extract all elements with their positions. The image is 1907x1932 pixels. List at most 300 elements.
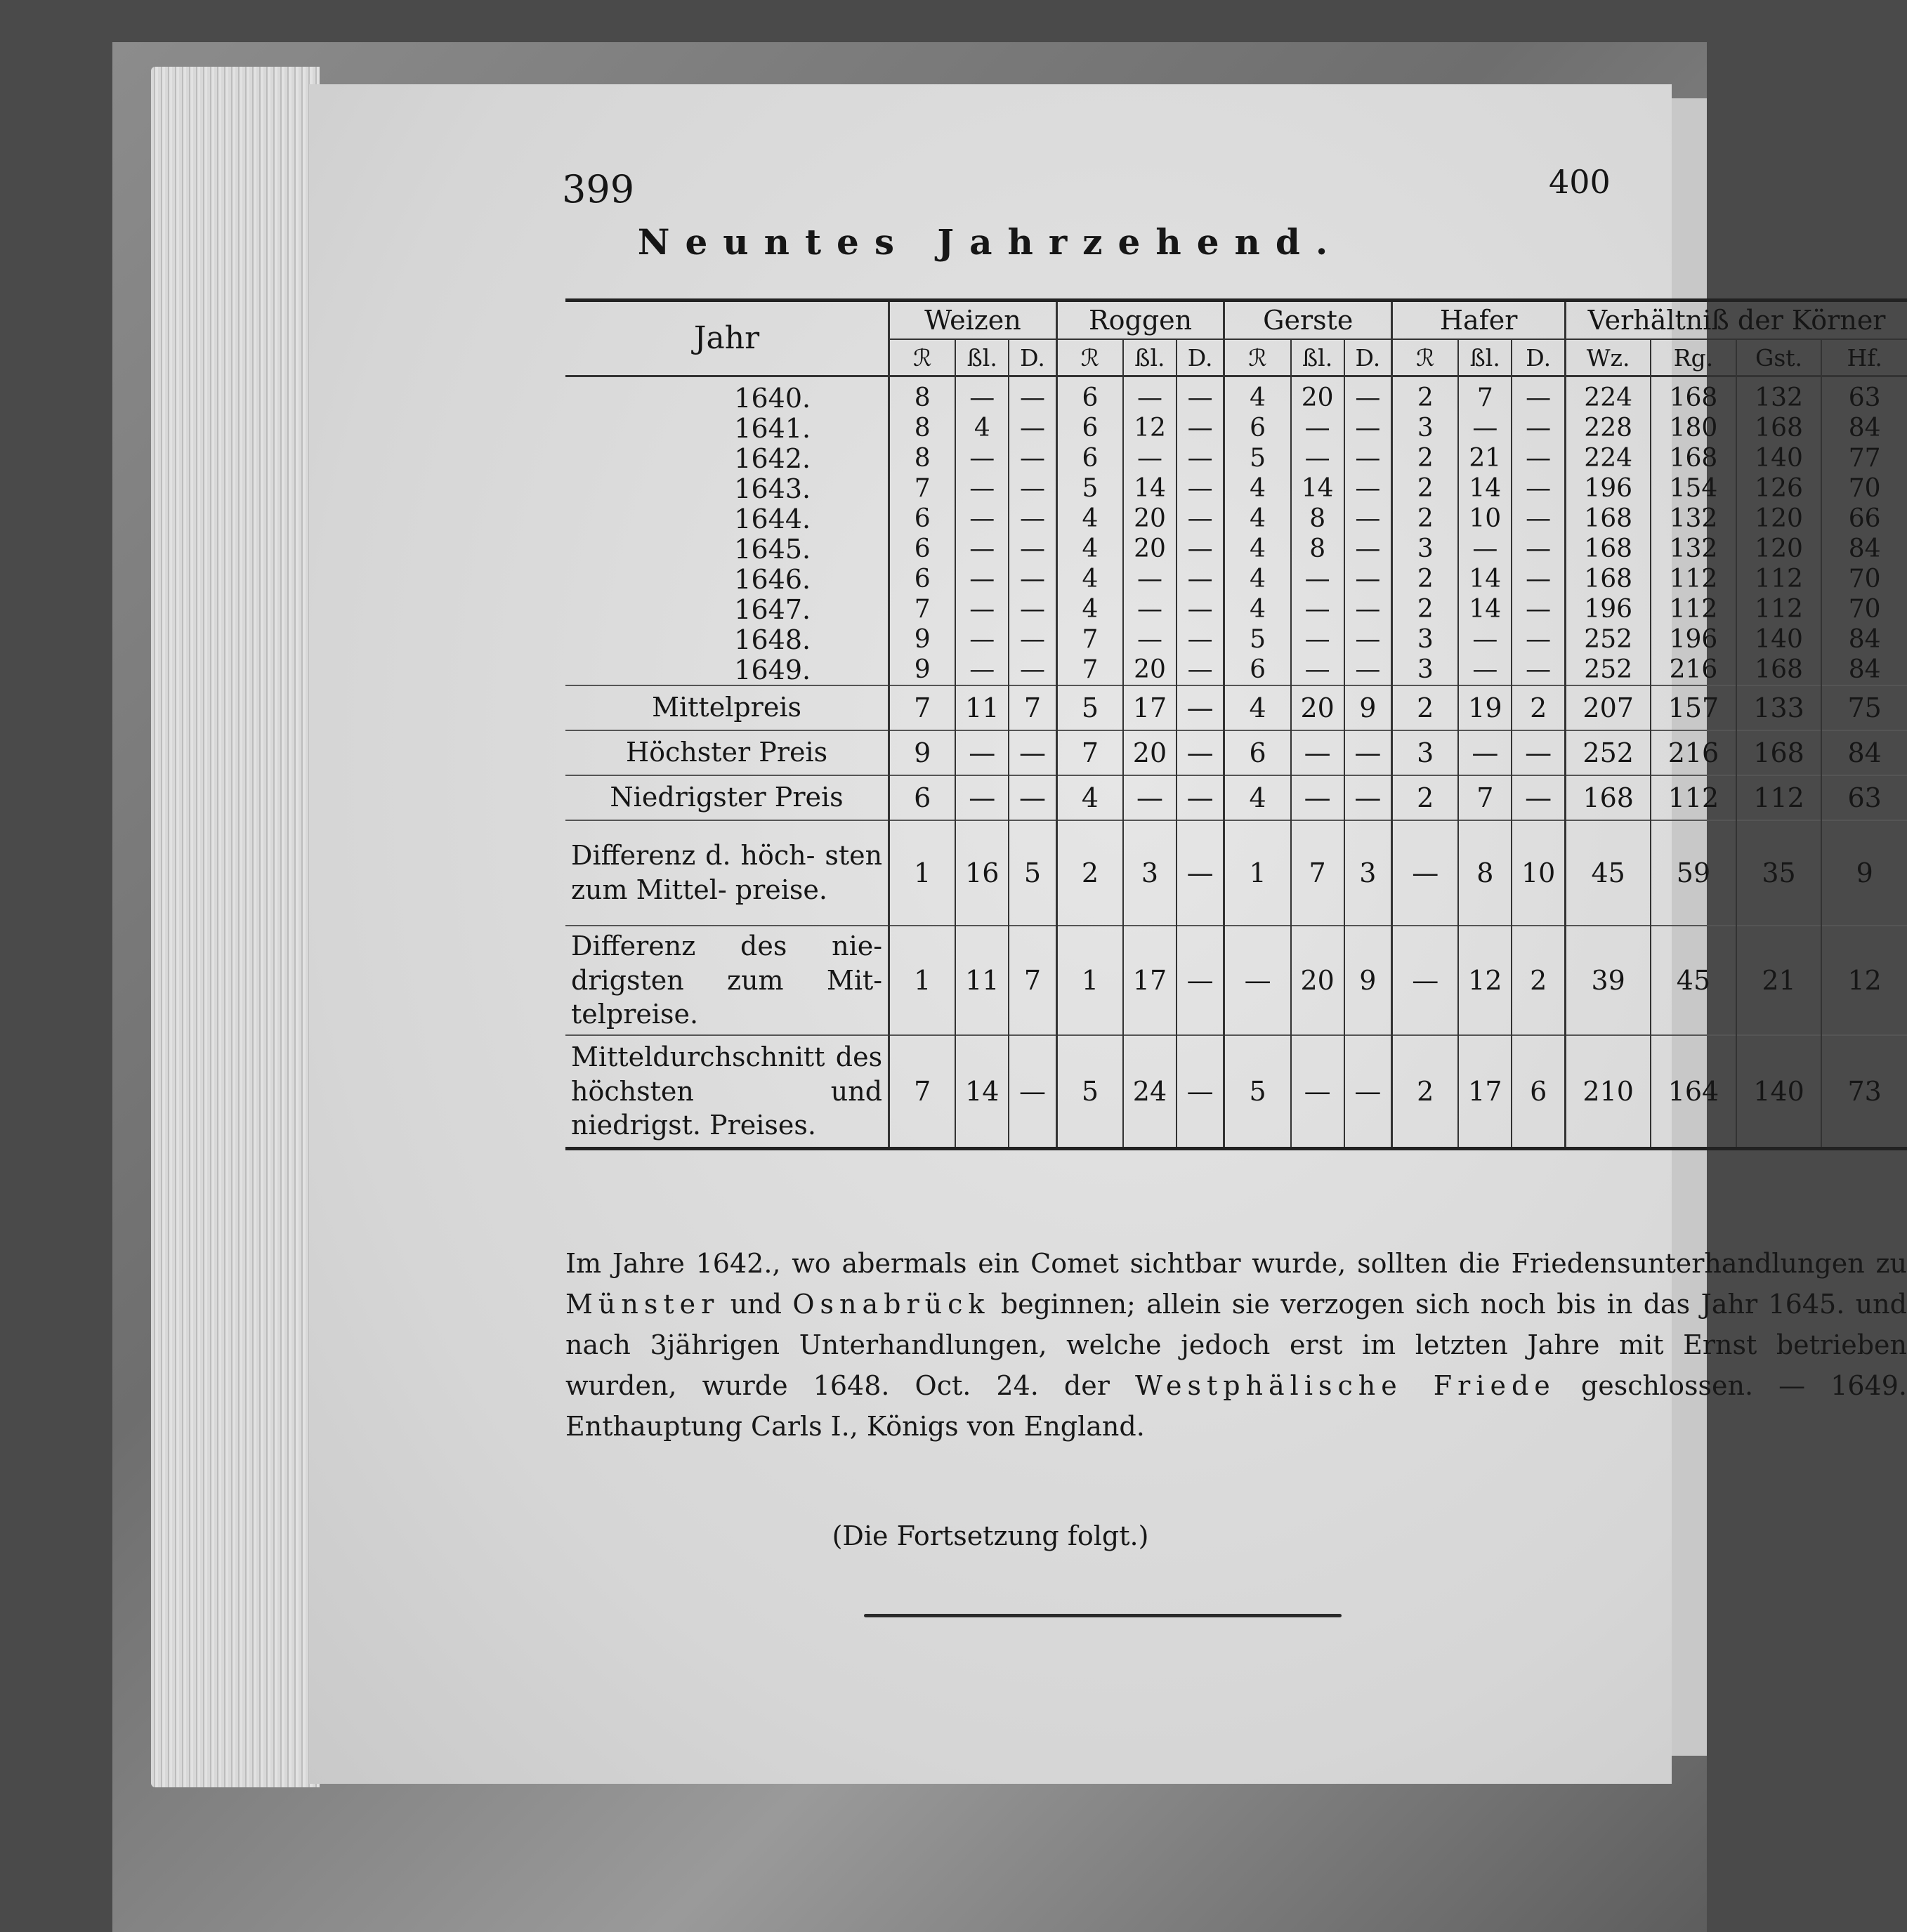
- price-cell: —: [1458, 655, 1512, 685]
- price-cell: 4: [955, 413, 1009, 443]
- summary-cell: —: [1291, 730, 1344, 775]
- price-cell: —: [1291, 594, 1344, 624]
- price-cell: —: [1344, 624, 1392, 655]
- price-cell: —: [1512, 594, 1565, 624]
- summary-cell: 39: [1566, 926, 1651, 1035]
- summary-cell: 11: [955, 685, 1009, 730]
- price-cell: 6: [1224, 413, 1291, 443]
- price-cell: 126: [1736, 473, 1822, 504]
- price-cell: 70: [1821, 564, 1907, 594]
- price-cell: 4: [1056, 504, 1123, 534]
- summary-cell: 17: [1458, 1035, 1512, 1149]
- summary-row: [565, 926, 1907, 1035]
- year-row: [565, 655, 1907, 685]
- price-cell: 20: [1291, 376, 1344, 414]
- price-cell: —: [955, 624, 1009, 655]
- summary-cell: 133: [1736, 685, 1822, 730]
- summary-cell: 59: [1651, 820, 1736, 926]
- price-cell: —: [1009, 534, 1056, 564]
- year-row: [565, 473, 1907, 504]
- price-cell: 168: [1566, 534, 1651, 564]
- summary-cell: —: [1177, 775, 1224, 820]
- summary-row: [565, 820, 1907, 926]
- price-cell: 132: [1651, 504, 1736, 534]
- unit-header: ℛ: [889, 339, 956, 376]
- price-cell: —: [955, 504, 1009, 534]
- price-cell: 168: [1736, 655, 1822, 685]
- unit-header: ßl.: [1458, 339, 1512, 376]
- group-header-gerste: Gerste: [1224, 301, 1392, 340]
- price-cell: 20: [1123, 655, 1177, 685]
- group-header-verhaeltniss: Verhältniß der Körner: [1566, 301, 1907, 340]
- year-row: [565, 564, 1907, 594]
- price-cell: 70: [1821, 473, 1907, 504]
- year-label: 1640.: [565, 376, 889, 414]
- summary-cell: 10: [1512, 820, 1565, 926]
- summary-cell: 2: [1392, 775, 1459, 820]
- price-cell: —: [1009, 655, 1056, 685]
- summary-cell: 7: [1056, 730, 1123, 775]
- summary-cell: 6: [889, 775, 956, 820]
- price-cell: 2: [1392, 504, 1459, 534]
- summary-cell: 112: [1736, 775, 1822, 820]
- price-cell: —: [955, 655, 1009, 685]
- price-cell: 120: [1736, 504, 1822, 534]
- price-cell: —: [955, 564, 1009, 594]
- price-cell: 8: [1291, 534, 1344, 564]
- price-cell: 112: [1651, 594, 1736, 624]
- paragraph-text: und: [730, 1289, 782, 1320]
- price-cell: 120: [1736, 534, 1822, 564]
- price-cell: 132: [1736, 376, 1822, 414]
- summary-label: Höchster Preis: [565, 730, 889, 775]
- price-cell: 4: [1056, 564, 1123, 594]
- page-number-right: 400: [1549, 163, 1611, 201]
- summary-cell: 7: [889, 685, 956, 730]
- price-cell: 7: [1056, 655, 1123, 685]
- price-cell: 6: [889, 504, 956, 534]
- summary-cell: —: [1344, 730, 1392, 775]
- summary-cell: 7: [1458, 775, 1512, 820]
- summary-cell: —: [1291, 775, 1344, 820]
- group-header-roggen: Roggen: [1056, 301, 1224, 340]
- price-cell: 7: [1458, 376, 1512, 414]
- price-cell: 14: [1123, 473, 1177, 504]
- price-cell: —: [1177, 534, 1224, 564]
- summary-cell: 112: [1651, 775, 1736, 820]
- price-cell: 224: [1566, 443, 1651, 473]
- summary-cell: 207: [1566, 685, 1651, 730]
- summary-cell: 11: [955, 926, 1009, 1035]
- price-cell: 10: [1458, 504, 1512, 534]
- price-cell: —: [1177, 594, 1224, 624]
- summary-rows: [565, 685, 1907, 1148]
- price-cell: 2: [1392, 473, 1459, 504]
- summary-cell: 1: [889, 820, 956, 926]
- price-cell: 6: [1056, 413, 1123, 443]
- price-cell: —: [1009, 443, 1056, 473]
- summary-cell: 20: [1291, 685, 1344, 730]
- price-cell: —: [1009, 413, 1056, 443]
- price-cell: —: [1123, 564, 1177, 594]
- unit-header: D.: [1177, 339, 1224, 376]
- summary-cell: —: [1009, 730, 1056, 775]
- summary-cell: 4: [1224, 685, 1291, 730]
- summary-cell: —: [1177, 730, 1224, 775]
- year-row: [565, 534, 1907, 564]
- summary-cell: 75: [1821, 685, 1907, 730]
- price-cell: —: [1512, 655, 1565, 685]
- price-cell: 112: [1736, 594, 1822, 624]
- summary-cell: 2: [1512, 926, 1565, 1035]
- summary-label: Mitteldurchschnitt des höchsten und niedrigst. Preises.: [565, 1035, 889, 1149]
- price-cell: —: [1009, 564, 1056, 594]
- price-cell: 9: [889, 624, 956, 655]
- price-cell: 132: [1651, 534, 1736, 564]
- unit-header: ßl.: [1291, 339, 1344, 376]
- end-rule: [864, 1614, 1342, 1617]
- summary-cell: 9: [1821, 820, 1907, 926]
- price-cell: —: [955, 534, 1009, 564]
- price-cell: 196: [1566, 473, 1651, 504]
- price-cell: 4: [1056, 594, 1123, 624]
- summary-cell: 7: [1009, 926, 1056, 1035]
- unit-header: ßl.: [1123, 339, 1177, 376]
- year-row: [565, 504, 1907, 534]
- price-cell: 252: [1566, 624, 1651, 655]
- price-cell: —: [955, 443, 1009, 473]
- summary-cell: —: [1224, 926, 1291, 1035]
- unit-header: D.: [1009, 339, 1056, 376]
- price-cell: 5: [1224, 624, 1291, 655]
- price-cell: 3: [1392, 534, 1459, 564]
- price-cell: —: [1009, 624, 1056, 655]
- price-cell: —: [1177, 443, 1224, 473]
- year-row: [565, 376, 1907, 414]
- unit-header: D.: [1344, 339, 1392, 376]
- summary-cell: 2: [1392, 685, 1459, 730]
- price-cell: 140: [1736, 443, 1822, 473]
- summary-cell: 7: [1291, 820, 1344, 926]
- price-cell: —: [1512, 376, 1565, 414]
- summary-cell: 4: [1224, 775, 1291, 820]
- price-cell: —: [1009, 376, 1056, 414]
- price-cell: 196: [1651, 624, 1736, 655]
- treaty-name: Westphälische Friede: [1135, 1370, 1556, 1401]
- summary-cell: 63: [1821, 775, 1907, 820]
- price-cell: 168: [1566, 504, 1651, 534]
- summary-cell: —: [1512, 775, 1565, 820]
- year-label: 1643.: [734, 473, 811, 504]
- summary-cell: 73: [1821, 1035, 1907, 1149]
- summary-row: [565, 775, 1907, 820]
- ratio-header-hf: Hf.: [1821, 339, 1907, 376]
- ratio-header-gst: Gst.: [1736, 339, 1822, 376]
- paragraph-text: Im Jahre 1642., wo abermals ein Comet sichtbar wurde, sollten die Friedensunterhandlungen zu: [565, 1248, 1907, 1279]
- price-cell: 12: [1123, 413, 1177, 443]
- price-cell: 112: [1651, 564, 1736, 594]
- price-cell: —: [1123, 376, 1177, 414]
- summary-cell: 164: [1651, 1035, 1736, 1149]
- summary-cell: 2: [1392, 1035, 1459, 1149]
- summary-cell: —: [1291, 1035, 1344, 1149]
- price-cell: —: [1344, 655, 1392, 685]
- price-cell: —: [1344, 504, 1392, 534]
- summary-cell: 210: [1566, 1035, 1651, 1149]
- price-cell: —: [1344, 564, 1392, 594]
- price-cell: 3: [1392, 413, 1459, 443]
- summary-cell: 5: [1056, 1035, 1123, 1149]
- price-cell: 4: [1224, 376, 1291, 414]
- price-cell: —: [1344, 443, 1392, 473]
- summary-cell: 252: [1566, 730, 1651, 775]
- price-cell: 228: [1566, 413, 1651, 443]
- price-cell: —: [1177, 564, 1224, 594]
- summary-cell: 168: [1736, 730, 1822, 775]
- summary-label: Differenz des nie- drigsten zum Mit- telpreise.: [565, 926, 889, 1035]
- price-cell: 140: [1736, 624, 1822, 655]
- price-cell: 7: [1056, 624, 1123, 655]
- year-rows: [565, 376, 1907, 686]
- summary-cell: 6: [1224, 730, 1291, 775]
- price-cell: —: [1123, 594, 1177, 624]
- year-row: [565, 594, 1907, 624]
- summary-cell: 216: [1651, 730, 1736, 775]
- summary-cell: 7: [889, 1035, 956, 1149]
- price-cell: 20: [1123, 534, 1177, 564]
- summary-cell: 5: [1056, 685, 1123, 730]
- price-cell: —: [1291, 413, 1344, 443]
- price-cell: —: [1177, 504, 1224, 534]
- summary-label: Niedrigster Preis: [565, 775, 889, 820]
- price-cell: —: [1512, 624, 1565, 655]
- unit-header: D.: [1512, 339, 1565, 376]
- summary-cell: —: [1458, 730, 1512, 775]
- price-cell: 4: [1224, 504, 1291, 534]
- place-muenster: Münster: [565, 1289, 720, 1320]
- summary-cell: 20: [1291, 926, 1344, 1035]
- summary-cell: 140: [1736, 1035, 1822, 1149]
- price-cell: 77: [1821, 443, 1907, 473]
- price-cell: —: [1291, 564, 1344, 594]
- unit-header: ℛ: [1392, 339, 1459, 376]
- column-header-jahr: Jahr: [565, 301, 889, 376]
- summary-cell: 1: [889, 926, 956, 1035]
- price-cell: 2: [1392, 564, 1459, 594]
- summary-cell: —: [1177, 820, 1224, 926]
- price-cell: 168: [1736, 413, 1822, 443]
- summary-cell: 1: [1056, 926, 1123, 1035]
- price-cell: —: [1009, 504, 1056, 534]
- price-cell: 9: [889, 655, 956, 685]
- price-cell: 14: [1458, 564, 1512, 594]
- place-osnabrueck: Osnabrück: [792, 1289, 990, 1320]
- price-cell: —: [955, 376, 1009, 414]
- price-cell: —: [1291, 655, 1344, 685]
- price-cell: 4: [1224, 594, 1291, 624]
- book-page: [309, 84, 1907, 1784]
- price-cell: —: [1123, 443, 1177, 473]
- price-cell: 6: [889, 564, 956, 594]
- grain-price-table: [565, 298, 1907, 1150]
- price-cell: —: [1123, 624, 1177, 655]
- summary-cell: 45: [1651, 926, 1736, 1035]
- summary-cell: 2: [1056, 820, 1123, 926]
- price-cell: —: [955, 594, 1009, 624]
- page-edges: [151, 67, 320, 1787]
- summary-cell: 17: [1123, 926, 1177, 1035]
- price-cell: —: [1344, 473, 1392, 504]
- summary-cell: 35: [1736, 820, 1822, 926]
- continuation-note: (Die Fortsetzung folgt.): [832, 1520, 1149, 1551]
- page-number-left: 399: [562, 167, 635, 211]
- year-label: 1647.: [734, 593, 811, 625]
- summary-cell: 7: [1009, 685, 1056, 730]
- price-cell: 3: [1392, 624, 1459, 655]
- year-row: [565, 443, 1907, 473]
- summary-cell: 3: [1123, 820, 1177, 926]
- price-cell: 14: [1458, 594, 1512, 624]
- price-cell: 63: [1821, 376, 1907, 414]
- summary-cell: 5: [1224, 1035, 1291, 1149]
- year-row: [565, 624, 1907, 655]
- summary-cell: 2: [1512, 685, 1565, 730]
- summary-row: [565, 730, 1907, 775]
- summary-cell: 21: [1736, 926, 1822, 1035]
- price-cell: 6: [1056, 443, 1123, 473]
- price-cell: 84: [1821, 413, 1907, 443]
- summary-cell: 20: [1123, 730, 1177, 775]
- price-cell: —: [1177, 473, 1224, 504]
- price-cell: 7: [889, 473, 956, 504]
- unit-header: ßl.: [955, 339, 1009, 376]
- summary-cell: —: [1392, 926, 1459, 1035]
- summary-cell: 84: [1821, 730, 1907, 775]
- summary-cell: 157: [1651, 685, 1736, 730]
- price-cell: —: [1177, 376, 1224, 414]
- summary-cell: —: [1177, 1035, 1224, 1149]
- price-cell: 84: [1821, 655, 1907, 685]
- price-cell: —: [1177, 413, 1224, 443]
- summary-cell: 1: [1224, 820, 1291, 926]
- price-cell: —: [1344, 594, 1392, 624]
- price-cell: 4: [1224, 534, 1291, 564]
- year-label: 1645.: [734, 533, 811, 565]
- price-cell: 8: [889, 413, 956, 443]
- price-cell: 5: [1224, 443, 1291, 473]
- price-cell: 3: [1392, 655, 1459, 685]
- price-cell: 180: [1651, 413, 1736, 443]
- body-paragraph: [565, 1243, 1907, 1447]
- price-cell: 6: [1224, 655, 1291, 685]
- summary-cell: —: [955, 775, 1009, 820]
- price-cell: —: [1009, 594, 1056, 624]
- summary-row: [565, 685, 1907, 730]
- summary-cell: 9: [889, 730, 956, 775]
- price-cell: 8: [889, 443, 956, 473]
- summary-cell: 17: [1123, 685, 1177, 730]
- summary-cell: 9: [1344, 926, 1392, 1035]
- price-cell: 2: [1392, 594, 1459, 624]
- paragraph-text: geschlossen. — 1649. Enthauptung Carls I., Königs von England.: [565, 1370, 1907, 1442]
- summary-cell: —: [1009, 775, 1056, 820]
- summary-row: [565, 1035, 1907, 1149]
- price-cell: —: [1458, 624, 1512, 655]
- year-label: 1646.: [734, 563, 811, 595]
- price-cell: —: [955, 473, 1009, 504]
- price-cell: 5: [1056, 473, 1123, 504]
- price-cell: 8: [1291, 504, 1344, 534]
- running-head: Neuntes Jahrzehend.: [637, 221, 1344, 263]
- price-cell: 168: [1651, 443, 1736, 473]
- year-row: [565, 413, 1907, 443]
- paragraph-text: beginnen; allein sie verzogen sich noch bis in das Jahr 1645. und nach 3jährigen Unterhandlungen, welche jedoch erst im letzten Jahre mit Ernst betrieben wurden, wurde 1648. Oct. 24. der: [565, 1289, 1907, 1401]
- year-label: 1641.: [734, 412, 811, 444]
- price-cell: 14: [1458, 473, 1512, 504]
- price-cell: 20: [1123, 504, 1177, 534]
- summary-cell: —: [1344, 775, 1392, 820]
- summary-cell: —: [1177, 926, 1224, 1035]
- group-header-hafer: Hafer: [1392, 301, 1566, 340]
- price-cell: 2: [1392, 443, 1459, 473]
- ratio-header-wz: Wz.: [1566, 339, 1651, 376]
- price-cell: —: [1512, 534, 1565, 564]
- summary-cell: —: [1123, 775, 1177, 820]
- price-cell: 4: [1056, 534, 1123, 564]
- year-label: 1649.: [734, 654, 811, 685]
- year-label: 1648.: [734, 624, 811, 655]
- unit-header: ℛ: [1224, 339, 1291, 376]
- summary-cell: 5: [1009, 820, 1056, 926]
- summary-cell: 6: [1512, 1035, 1565, 1149]
- price-cell: 6: [889, 534, 956, 564]
- price-cell: —: [1512, 413, 1565, 443]
- price-cell: 196: [1566, 594, 1651, 624]
- price-cell: —: [1458, 413, 1512, 443]
- price-cell: 224: [1566, 376, 1651, 414]
- price-cell: 21: [1458, 443, 1512, 473]
- price-cell: —: [1344, 413, 1392, 443]
- price-cell: 112: [1736, 564, 1822, 594]
- summary-cell: 19: [1458, 685, 1512, 730]
- price-cell: —: [1344, 376, 1392, 414]
- summary-cell: 24: [1123, 1035, 1177, 1149]
- price-cell: —: [1009, 473, 1056, 504]
- price-cell: —: [1177, 655, 1224, 685]
- price-cell: 8: [889, 376, 956, 414]
- summary-cell: —: [955, 730, 1009, 775]
- summary-cell: —: [1177, 685, 1224, 730]
- unit-header: ℛ: [1056, 339, 1123, 376]
- summary-cell: —: [1009, 1035, 1056, 1149]
- summary-cell: 12: [1821, 926, 1907, 1035]
- price-cell: 168: [1651, 376, 1736, 414]
- price-cell: —: [1344, 534, 1392, 564]
- price-cell: 252: [1566, 655, 1651, 685]
- price-cell: 154: [1651, 473, 1736, 504]
- summary-cell: 3: [1392, 730, 1459, 775]
- price-cell: 2: [1392, 376, 1459, 414]
- summary-cell: —: [1392, 820, 1459, 926]
- summary-cell: 168: [1566, 775, 1651, 820]
- summary-cell: 8: [1458, 820, 1512, 926]
- price-cell: 216: [1651, 655, 1736, 685]
- price-cell: 4: [1224, 473, 1291, 504]
- summary-cell: 3: [1344, 820, 1392, 926]
- year-label: 1644.: [734, 503, 811, 534]
- price-cell: 84: [1821, 534, 1907, 564]
- price-cell: —: [1291, 443, 1344, 473]
